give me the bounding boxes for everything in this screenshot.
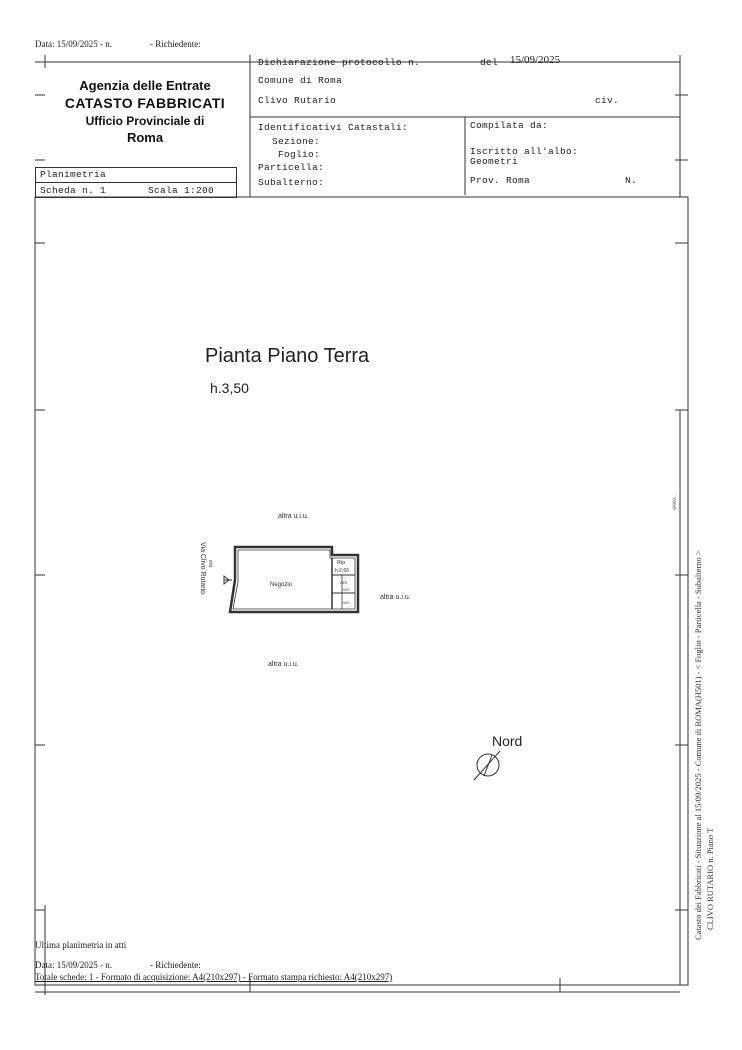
- office-city: Roma: [126, 130, 164, 145]
- top-requester: - Richiedente:: [150, 39, 201, 49]
- plan-title: Pianta Piano Terra: [205, 345, 370, 367]
- protocol-label: Dichiarazione protocollo n.: [258, 57, 421, 68]
- adjacent-unit-right: altra u.i.u.: [380, 594, 411, 601]
- compilata-label: Compilata da:: [470, 120, 549, 131]
- office-label: Ufficio Provinciale di: [85, 114, 205, 128]
- footer-totals: Totale schede: 1 - Formato di acquisizione: A4(210x297) - Formato stampa richiesto: A4(210x297): [35, 972, 393, 982]
- entrance-label: ent.: [207, 560, 213, 569]
- footer-date: Data: 15/09/2025 - n.: [35, 960, 112, 970]
- iscritto-label: Iscritto all'albo:: [470, 146, 579, 157]
- street-label: Via Clivo Rutario: [199, 542, 206, 595]
- del-label: del: [480, 57, 499, 68]
- identificativi-label: Identificativi Catastali:: [258, 122, 409, 133]
- wc-label-1: WC: [343, 587, 350, 592]
- scala-label: Scala 1:200: [148, 185, 215, 196]
- foglio-label: Foglio:: [278, 149, 321, 160]
- sezione-label: Sezione:: [272, 136, 321, 147]
- last-plan-note: Ultima planimetria in atti: [35, 940, 127, 950]
- adjacent-unit-top: altra u.i.u.: [278, 513, 309, 520]
- north-label: Nord: [492, 733, 523, 749]
- province: Prov. Roma: [470, 175, 531, 186]
- subalterno-label: Subalterno:: [258, 177, 325, 188]
- catasto-title: CATASTO FABBRICATI: [64, 95, 226, 111]
- footer-requester: - Richiedente:: [150, 960, 201, 970]
- comune: Comune di Roma: [258, 75, 343, 86]
- adjacent-unit-bottom: altra u.i.u.: [268, 661, 299, 668]
- planimetria-divider: [35, 182, 237, 183]
- floor-plan: [180, 500, 440, 680]
- storage-height: h.2,60: [335, 568, 349, 574]
- antibagno-label: Ant: [340, 580, 347, 585]
- wc-label-2: WC: [343, 600, 350, 605]
- planimetria-label: Planimetria: [40, 169, 107, 180]
- north-arrow-icon: [470, 748, 510, 782]
- negozio-label: Negozio: [270, 582, 293, 588]
- albo-value: Geometri: [470, 156, 519, 167]
- agency-name: Agenzia delle Entrate: [79, 78, 211, 93]
- protocol-date: 15/09/2025: [510, 54, 561, 66]
- scheda-label: Scheda n. 1: [40, 185, 107, 196]
- particella-label: Particella:: [258, 162, 325, 173]
- side-stamp: s0000...: [673, 494, 678, 510]
- civic-number-label: civ.: [595, 95, 620, 106]
- plan-height: h.3,50: [210, 380, 249, 396]
- street-address: Clivo Rutario: [258, 95, 337, 106]
- top-date: Data: 15/09/2025 - n.: [35, 39, 112, 49]
- storage-label: Rip: [337, 560, 346, 566]
- side-address-text: CLIVO RUTARIO n. Piano T: [705, 827, 715, 930]
- albo-number-label: N.: [625, 175, 638, 186]
- side-situation-text: Catasto dei Fabbricati - Situazione al 15/09/2025 - Comune di ROMA(H501) - < Foglio - Particella - Subalterno >: [693, 550, 703, 940]
- walls: [224, 547, 358, 612]
